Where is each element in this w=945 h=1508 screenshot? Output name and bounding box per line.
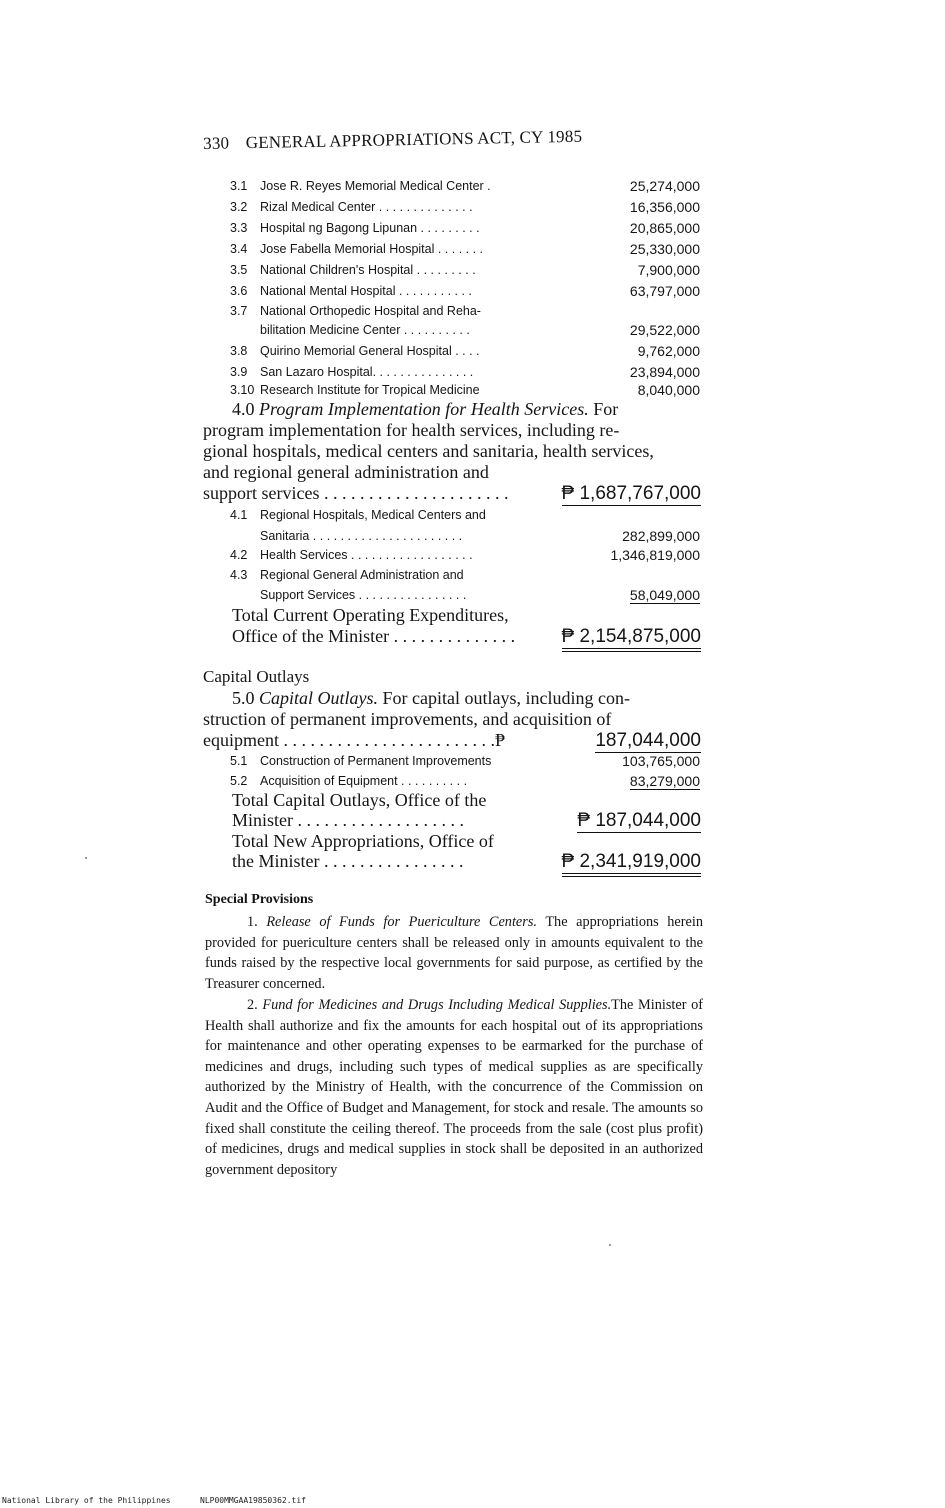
scan-speck <box>85 857 87 859</box>
capital-heading: Capital Outlays <box>203 667 310 686</box>
footer-file: NLP00MMGAA19850362.tif <box>200 1496 306 1505</box>
scan-speck <box>609 1244 611 1246</box>
provision-2: 2. Fund for Medicines and Drugs Including Medical Supplies.The Minister of Health shall authorize and fix the amounts for each hospital out of its appropriations for maintenance and other operating expenses to be earmarked for the purchase of medicines and drugs, including such types of medical supplies as are specifically authorized by the Ministry of Health, with the concurrence of the Commission on Audit and the Office of Budget and Management, for stock and resale. The amounts so fixed shall constitute the ceiling thereof. The proceeds from the sale (cost plus profit) of medicines, drugs and medical supplies in stock shall be deposited in an authorized government depository <box>205 997 703 1178</box>
capital-total-minister-line: Minister . . . . . . . . . . . . . . . . . . . ₱ 187,044,000 <box>232 810 701 831</box>
total-new-amount: ₱ 2,341,919,000 <box>562 851 701 877</box>
program-title: Program Implementation for Health Services. <box>259 399 589 419</box>
program-paragraph: 4.0 Program Implementation for Health Services. For <box>232 399 619 419</box>
document-page: 330 GENERAL APPROPRIATIONS ACT, CY 1985 3.1 Jose R. Reyes Memorial Medical Center . 25,274,000 3.2 Rizal Medical Center . . . . . . . . . . . . . . 16,356,000 3.3 Hospital ng Bagong Lipunan . . . . . . . . . 20,865,000 3.4 Jose Fabella Memorial Hospital . . . . . . . 25,330,000 3.5 National Children's Hospital . . . . . . . . . 7,900,000 3.6 National Mental Hospital . . . . . . . . . . . 63,797,000 3.7 National Orthopedic Hospital and Reha- bilitation Medicine Center . . . . . . . . . . 29,522,000 3.8 Quirino Memorial General Hospital . . . . 9,762,000 3.9 San Lazaro Hospital. . . . . . . . . . . . . . . 23,894,000 3.10 Research Institute for Tropical Medicine 8,040,000 4.0 Program Implementation for Health Services. For program implementation for health services, including re- gional hospitals, medical centers and sanitaria, health services, and regional general administration and support services . . . . . . . . . . . . . . . . . . . . . ₱ 1,687,767,000 4.1 Regional Hospitals, Medical Centers and Sanitaria . . . . . . . . . . . . . . . . . . . . . . 282,899,000 4.2 Health Services . . . . . . . . . . . . . . . . . . 1,346,819,000 4.3 Regional General Administration and Support Services . . . . . . . . . . . . . . . . 58,049,000 Total Current Operating Expenditures, Office of the Minister . . . . . . . . . . . . . . ₱ 2,154,875,000 Capital Outlays 5.0 Capital Outlays. For capital outlays, including con- struction of permanent improvements, and acquisition of equipment . . . . . . . . . . . . . . . . . . . . . . . .₱ 187,044,000 5.1 Construction of Permanent Improvements 103,765,000 5.2 Acquisition of Equipment . . . . . . . . . . 83,279,000 Total Capital Outlays, Office of the Minister . . . . . . . . . . . . . . . . . . . ₱ 187,044,000 Total New Appropriations, Office of the Minister . . . . . . . . . . . . . . . . ₱ 2,341,919,000 Special Provisions 1. Release of Funds for Puericulture Centers. The appropriations herein provided for puericulture centers shall be released only in amounts equivalent to the funds raised by the respective local governments for said purpose, as certified by the Treasurer concerned. 2. Fund for Medicines and Drugs Including Medical Supplies.The Minister of Health shall authorize and fix the amounts for each hospital out of its appropriations for maintenance and other operating expenses to be earmarked for the purchase of medicines and drugs, including such types of medical supplies as are specifically authorized by the Ministry of Health, with the concurrence of the Commission on Audit and the Office of Budget and Management, for stock and resale. The amounts so fixed shall constitute the ceiling thereof. The proceeds from the sale (cost plus profit) of medicines, drugs and medical supplies in stock shall be deposited in an authorized government depository National Library of the Philippines NLP00MMGAA19850362.tif <box>2 126 703 1505</box>
total-new-label: Total New Appropriations, Office of <box>232 831 494 851</box>
program-line: and regional general administration and <box>203 462 489 482</box>
program-total-line: support services . . . . . . . . . . . . . . . . . . . . . ₱ 1,687,767,000 <box>203 483 701 504</box>
capital-total-line: equipment . . . . . . . . . . . . . . . . . . . . . . . .₱ 187,044,000 <box>203 730 701 751</box>
capital-title: Capital Outlays. <box>259 688 379 708</box>
capital-total-label: Total Capital Outlays, Office of the <box>232 790 487 810</box>
page-title: GENERAL APPROPRIATIONS ACT, CY 1985 <box>245 126 583 153</box>
capital-line: struction of permanent improvements, and acquisition of <box>203 709 612 729</box>
program-amount: ₱ 1,687,767,000 <box>561 483 701 504</box>
page-number: 330 <box>203 133 230 153</box>
capital-paragraph: 5.0 Capital Outlays. For capital outlays, including con- <box>232 688 630 708</box>
provision-2-title: Fund for Medicines and Drugs Including Medical Supplies. <box>262 997 612 1013</box>
program-line: gional hospitals, medical centers and sanitaria, health services, <box>203 441 654 461</box>
provision-1-title: Release of Funds for Puericulture Centers. <box>266 914 537 930</box>
total-current-amount: ₱ 2,154,875,000 <box>562 626 701 652</box>
capital-total-amount: ₱ 187,044,000 <box>577 810 701 831</box>
total-new-line: the Minister . . . . . . . . . . . . . . . . ₱ 2,341,919,000 <box>232 851 701 872</box>
page-header <box>203 127 582 154</box>
footer-source: National Library of the Philippines <box>2 1496 171 1505</box>
capital-amount: 187,044,000 <box>595 730 701 751</box>
total-current-line: Office of the Minister . . . . . . . . . . . . . . ₱ 2,154,875,000 <box>232 626 701 647</box>
program-line: program implementation for health services, including re- <box>203 420 620 440</box>
special-provisions-heading: Special Provisions <box>205 892 314 907</box>
provision-1: 1. Release of Funds for Puericulture Centers. The appropriations herein provided for puericulture centers shall be released only in amounts equivalent to the funds raised by the respective local governments for said purpose, as certified by the Treasurer concerned. <box>205 914 703 992</box>
total-current-label: Total Current Operating Expenditures, <box>232 605 509 625</box>
